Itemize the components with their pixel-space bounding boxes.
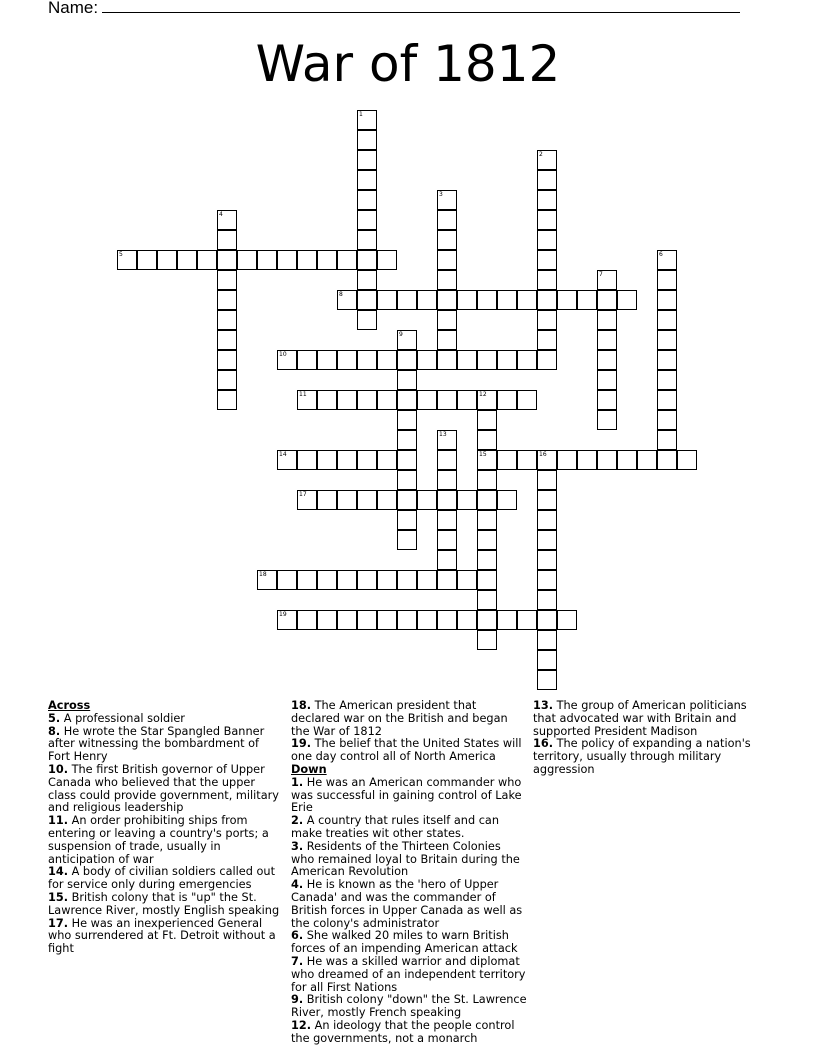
grid-cell[interactable] bbox=[377, 350, 397, 370]
grid-cell[interactable] bbox=[357, 290, 377, 310]
clue-number-label: 12. bbox=[291, 1018, 312, 1032]
grid-cell[interactable] bbox=[337, 350, 357, 370]
grid-cell[interactable] bbox=[437, 230, 457, 250]
grid-cell[interactable] bbox=[437, 210, 457, 230]
grid-cell[interactable] bbox=[217, 230, 237, 250]
grid-cell[interactable] bbox=[657, 370, 677, 390]
grid-cell[interactable] bbox=[357, 610, 377, 630]
grid-cell[interactable] bbox=[297, 250, 317, 270]
grid-cell[interactable] bbox=[517, 290, 537, 310]
grid-cell[interactable] bbox=[497, 350, 517, 370]
clue-number-label: 17. bbox=[48, 916, 69, 930]
grid-cell[interactable] bbox=[377, 570, 397, 590]
grid-cell[interactable] bbox=[177, 250, 197, 270]
grid-cell[interactable] bbox=[537, 270, 557, 290]
grid-cell[interactable] bbox=[297, 390, 317, 410]
grid-cell[interactable] bbox=[537, 310, 557, 330]
grid-cell[interactable] bbox=[497, 290, 517, 310]
grid-cell[interactable] bbox=[397, 470, 417, 490]
grid-cell[interactable] bbox=[397, 410, 417, 430]
clue-text: Residents of the Thirteen Colonies who remained loyal to Britain during the American Revolution bbox=[291, 839, 520, 879]
grid-cell[interactable] bbox=[457, 390, 477, 410]
grid-cell[interactable] bbox=[497, 390, 517, 410]
grid-cell[interactable] bbox=[517, 610, 537, 630]
clue-text: The group of American politicians that advocated war with Britain and supported President Madison bbox=[533, 699, 747, 738]
grid-cell[interactable] bbox=[357, 210, 377, 230]
grid-cell[interactable] bbox=[257, 570, 277, 590]
grid-cell[interactable] bbox=[357, 270, 377, 290]
clue-number-label: 18. bbox=[291, 699, 312, 712]
grid-cell[interactable] bbox=[377, 290, 397, 310]
grid-cell[interactable] bbox=[277, 450, 297, 470]
grid-cell[interactable] bbox=[397, 330, 417, 350]
clue-item bbox=[291, 930, 527, 956]
clue-number: 17 bbox=[299, 491, 307, 498]
grid-cell[interactable] bbox=[217, 250, 237, 270]
name-label: Name: bbox=[48, 0, 99, 17]
clue-number-label: 14. bbox=[48, 865, 69, 879]
grid-cell[interactable] bbox=[657, 350, 677, 370]
clue-number-label: 11. bbox=[48, 814, 69, 828]
clue-column-2 bbox=[291, 700, 527, 1046]
grid-cell[interactable] bbox=[537, 350, 557, 370]
grid-cell[interactable] bbox=[557, 290, 577, 310]
clue-text: The American president that declared war on the British and began the War of 1812 bbox=[291, 699, 508, 738]
grid-cell[interactable] bbox=[437, 530, 457, 550]
grid-cell[interactable] bbox=[377, 390, 397, 410]
clue-item bbox=[291, 738, 527, 764]
grid-cell[interactable] bbox=[637, 450, 657, 470]
grid-cell[interactable] bbox=[277, 250, 297, 270]
grid-cell[interactable] bbox=[477, 530, 497, 550]
grid-cell[interactable] bbox=[597, 370, 617, 390]
grid-cell[interactable] bbox=[537, 330, 557, 350]
grid-cell[interactable] bbox=[357, 450, 377, 470]
grid-cell[interactable] bbox=[657, 410, 677, 430]
grid-cell[interactable] bbox=[477, 470, 497, 490]
grid-cell[interactable] bbox=[357, 170, 377, 190]
clue-number-label: 8. bbox=[48, 724, 61, 738]
clue-text: An ideology that the people control the governments, not a monarch bbox=[291, 1018, 515, 1045]
grid-cell[interactable] bbox=[597, 310, 617, 330]
clue-item bbox=[291, 956, 527, 994]
clue-number-label: 15. bbox=[48, 890, 69, 904]
clue-number-label: 4. bbox=[291, 878, 304, 892]
grid-cell[interactable] bbox=[437, 570, 457, 590]
clue-item bbox=[533, 700, 769, 738]
clue-text: He is known as the 'hero of Upper Canada' and was the commander of British forces in Upper Canada as well as the colony's administrator bbox=[291, 878, 523, 930]
grid-cell[interactable] bbox=[617, 450, 637, 470]
grid-cell[interactable] bbox=[477, 590, 497, 610]
grid-cell[interactable] bbox=[537, 590, 557, 610]
clue-number: 14 bbox=[279, 451, 287, 458]
grid-cell[interactable] bbox=[277, 570, 297, 590]
grid-cell[interactable] bbox=[537, 670, 557, 690]
grid-cell[interactable] bbox=[317, 490, 337, 510]
clue-text: British colony that is "up" the St. Lawrence River, mostly English speaking bbox=[48, 890, 280, 917]
clue-number-label: 1. bbox=[291, 775, 304, 789]
grid-cell[interactable] bbox=[357, 230, 377, 250]
grid-cell[interactable] bbox=[197, 250, 217, 270]
grid-cell[interactable] bbox=[597, 450, 617, 470]
clue-item bbox=[48, 726, 284, 764]
grid-cell[interactable] bbox=[237, 250, 257, 270]
clue-number-label: 6. bbox=[291, 929, 304, 943]
grid-cell[interactable] bbox=[397, 490, 417, 510]
grid-cell[interactable] bbox=[437, 450, 457, 470]
grid-cell[interactable] bbox=[357, 130, 377, 150]
clue-item bbox=[291, 841, 527, 879]
clue-number: 9 bbox=[399, 331, 403, 338]
clue-number: 1 bbox=[359, 111, 363, 118]
grid-cell[interactable] bbox=[297, 610, 317, 630]
grid-cell[interactable] bbox=[597, 410, 617, 430]
grid-cell[interactable] bbox=[437, 290, 457, 310]
grid-cell[interactable] bbox=[357, 310, 377, 330]
grid-cell[interactable] bbox=[477, 490, 497, 510]
grid-cell[interactable] bbox=[537, 150, 557, 170]
grid-cell[interactable] bbox=[517, 390, 537, 410]
grid-cell[interactable] bbox=[557, 610, 577, 630]
grid-cell[interactable] bbox=[357, 490, 377, 510]
grid-cell[interactable] bbox=[477, 610, 497, 630]
grid-cell[interactable] bbox=[317, 350, 337, 370]
grid-cell[interactable] bbox=[497, 610, 517, 630]
grid-cell[interactable] bbox=[477, 510, 497, 530]
grid-cell[interactable] bbox=[537, 530, 557, 550]
grid-cell[interactable] bbox=[117, 250, 137, 270]
grid-cell[interactable] bbox=[357, 150, 377, 170]
grid-cell[interactable] bbox=[217, 210, 237, 230]
grid-cell[interactable] bbox=[217, 390, 237, 410]
grid-cell[interactable] bbox=[477, 450, 497, 470]
clue-number: 12 bbox=[479, 391, 487, 398]
clue-text: An order prohibiting ships from entering or leaving a country's ports; a suspension of trade, usually in anticipation of war bbox=[48, 814, 269, 866]
grid-cell[interactable] bbox=[417, 290, 437, 310]
grid-cell[interactable] bbox=[657, 450, 677, 470]
clue-item bbox=[291, 1020, 527, 1046]
clue-item bbox=[48, 764, 284, 815]
grid-cell[interactable] bbox=[537, 510, 557, 530]
grid-cell[interactable] bbox=[437, 190, 457, 210]
clue-text: He was a skilled warrior and diplomat who dreamed of an independent territory for all First Nations bbox=[291, 954, 526, 994]
clue-item bbox=[291, 879, 527, 930]
grid-cell[interactable] bbox=[577, 450, 597, 470]
grid-cell[interactable] bbox=[457, 490, 477, 510]
clue-column-1 bbox=[48, 700, 284, 956]
grid-cell[interactable] bbox=[437, 250, 457, 270]
grid-cell[interactable] bbox=[537, 490, 557, 510]
grid-cell[interactable] bbox=[477, 410, 497, 430]
grid-cell[interactable] bbox=[157, 250, 177, 270]
grid-cell[interactable] bbox=[497, 450, 517, 470]
grid-cell[interactable] bbox=[657, 330, 677, 350]
grid-cell[interactable] bbox=[537, 650, 557, 670]
clue-text: She walked 20 miles to warn British forces of an impending American attack bbox=[291, 929, 518, 956]
grid-cell[interactable] bbox=[677, 450, 697, 470]
grid-cell[interactable] bbox=[217, 330, 237, 350]
clue-text: The policy of expanding a nation's territory, usually through military aggression bbox=[533, 737, 751, 776]
grid-cell[interactable] bbox=[397, 510, 417, 530]
clue-number-label: 16. bbox=[533, 737, 554, 751]
grid-cell[interactable] bbox=[497, 490, 517, 510]
clue-number: 7 bbox=[599, 271, 603, 278]
clue-number: 3 bbox=[439, 191, 443, 198]
grid-cell[interactable] bbox=[217, 310, 237, 330]
clue-item bbox=[48, 892, 284, 918]
grid-cell[interactable] bbox=[217, 270, 237, 290]
clue-item bbox=[533, 738, 769, 776]
grid-cell[interactable] bbox=[657, 430, 677, 450]
clue-item bbox=[48, 815, 284, 866]
clue-number: 4 bbox=[219, 211, 223, 218]
grid-cell[interactable] bbox=[437, 330, 457, 350]
grid-cell[interactable] bbox=[357, 390, 377, 410]
grid-cell[interactable] bbox=[377, 490, 397, 510]
grid-cell[interactable] bbox=[517, 450, 537, 470]
grid-cell[interactable] bbox=[437, 490, 457, 510]
clue-item bbox=[291, 777, 527, 815]
grid-cell[interactable] bbox=[477, 570, 497, 590]
grid-cell[interactable] bbox=[477, 350, 497, 370]
clue-item bbox=[291, 994, 527, 1020]
grid-cell[interactable] bbox=[397, 570, 417, 590]
page-title: War of 1812 bbox=[255, 35, 561, 93]
grid-cell[interactable] bbox=[537, 230, 557, 250]
grid-cell[interactable] bbox=[457, 350, 477, 370]
grid-cell[interactable] bbox=[317, 610, 337, 630]
grid-cell[interactable] bbox=[357, 190, 377, 210]
grid-cell[interactable] bbox=[477, 550, 497, 570]
clue-number: 2 bbox=[539, 151, 543, 158]
grid-cell[interactable] bbox=[477, 290, 497, 310]
grid-cell[interactable] bbox=[337, 250, 357, 270]
grid-cell[interactable] bbox=[597, 290, 617, 310]
grid-cell[interactable] bbox=[537, 570, 557, 590]
grid-cell[interactable] bbox=[437, 390, 457, 410]
clue-number: 18 bbox=[259, 571, 267, 578]
clue-text: He wrote the Star Spangled Banner after witnessing the bombardment of Fort Henry bbox=[48, 724, 265, 764]
grid-cell[interactable] bbox=[417, 610, 437, 630]
clue-number: 13 bbox=[439, 431, 447, 438]
clue-heading: Down bbox=[291, 762, 327, 776]
grid-cell[interactable] bbox=[537, 190, 557, 210]
grid-cell[interactable] bbox=[397, 530, 417, 550]
grid-cell[interactable] bbox=[437, 510, 457, 530]
grid-cell[interactable] bbox=[277, 350, 297, 370]
grid-cell[interactable] bbox=[417, 390, 437, 410]
grid-cell[interactable] bbox=[337, 490, 357, 510]
clue-number-label: 10. bbox=[48, 762, 69, 776]
grid-cell[interactable] bbox=[297, 450, 317, 470]
grid-cell[interactable] bbox=[397, 370, 417, 390]
clue-number: 11 bbox=[299, 391, 307, 398]
grid-cell[interactable] bbox=[557, 450, 577, 470]
grid-cell[interactable] bbox=[357, 350, 377, 370]
clue-number: 19 bbox=[279, 611, 287, 618]
grid-cell[interactable] bbox=[417, 350, 437, 370]
grid-cell[interactable] bbox=[657, 390, 677, 410]
grid-cell[interactable] bbox=[397, 430, 417, 450]
grid-cell[interactable] bbox=[417, 490, 437, 510]
grid-cell[interactable] bbox=[617, 290, 637, 310]
grid-cell[interactable] bbox=[537, 550, 557, 570]
grid-cell[interactable] bbox=[337, 610, 357, 630]
clue-text: A professional soldier bbox=[60, 711, 185, 725]
clue-heading: Across bbox=[48, 699, 91, 712]
grid-cell[interactable] bbox=[337, 290, 357, 310]
grid-cell[interactable] bbox=[337, 450, 357, 470]
grid-cell[interactable] bbox=[357, 250, 377, 270]
grid-cell[interactable] bbox=[597, 350, 617, 370]
clue-text: A body of civilian soldiers called out for service only during emergencies bbox=[48, 865, 276, 892]
grid-cell[interactable] bbox=[477, 630, 497, 650]
clue-number-label: 5. bbox=[48, 711, 61, 725]
grid-cell[interactable] bbox=[437, 610, 457, 630]
grid-cell[interactable] bbox=[537, 610, 557, 630]
grid-cell[interactable] bbox=[437, 550, 457, 570]
grid-cell[interactable] bbox=[597, 390, 617, 410]
clue-text: The first British governor of Upper Canada who believed that the upper class could provide government, military and religious leadership bbox=[48, 762, 279, 815]
grid-cell[interactable] bbox=[537, 170, 557, 190]
clue-text: He was an American commander who was successful in gaining control of Lake Erie bbox=[291, 775, 522, 815]
clue-text: The belief that the United States will one day control all of North America bbox=[291, 737, 522, 764]
grid-cell[interactable] bbox=[597, 330, 617, 350]
grid-cell[interactable] bbox=[597, 270, 617, 290]
grid-cell[interactable] bbox=[537, 250, 557, 270]
grid-cell[interactable] bbox=[477, 390, 497, 410]
grid-cell[interactable] bbox=[657, 310, 677, 330]
grid-cell[interactable] bbox=[577, 290, 597, 310]
grid-cell[interactable] bbox=[537, 450, 557, 470]
grid-cell[interactable] bbox=[457, 610, 477, 630]
clue-text: He was an inexperienced General who surrendered at Ft. Detroit without a fight bbox=[48, 916, 276, 956]
clue-text: British colony "down" the St. Lawrence River, mostly French speaking bbox=[291, 993, 527, 1020]
grid-cell[interactable] bbox=[317, 450, 337, 470]
grid-cell[interactable] bbox=[477, 430, 497, 450]
grid-cell[interactable] bbox=[357, 110, 377, 130]
grid-cell[interactable] bbox=[297, 570, 317, 590]
grid-cell[interactable] bbox=[277, 610, 297, 630]
grid-cell[interactable] bbox=[657, 270, 677, 290]
clue-item bbox=[48, 866, 284, 892]
clue-number: 16 bbox=[539, 451, 547, 458]
grid-cell[interactable] bbox=[397, 390, 417, 410]
grid-cell[interactable] bbox=[297, 350, 317, 370]
grid-cell[interactable] bbox=[357, 570, 377, 590]
grid-cell[interactable] bbox=[457, 570, 477, 590]
grid-cell[interactable] bbox=[417, 570, 437, 590]
grid-cell[interactable] bbox=[217, 350, 237, 370]
clue-number: 10 bbox=[279, 351, 287, 358]
grid-cell[interactable] bbox=[397, 290, 417, 310]
grid-cell[interactable] bbox=[317, 390, 337, 410]
clue-number-label: 9. bbox=[291, 993, 304, 1007]
grid-cell[interactable] bbox=[437, 470, 457, 490]
clue-column-3 bbox=[533, 700, 769, 777]
clue-number-label: 7. bbox=[291, 954, 304, 968]
grid-cell[interactable] bbox=[537, 470, 557, 490]
grid-cell[interactable] bbox=[337, 570, 357, 590]
grid-cell[interactable] bbox=[257, 250, 277, 270]
clue-text: A country that rules itself and can make treaties wit other states. bbox=[291, 814, 500, 840]
grid-cell[interactable] bbox=[437, 350, 457, 370]
grid-cell[interactable] bbox=[337, 390, 357, 410]
grid-cell[interactable] bbox=[517, 350, 537, 370]
grid-cell[interactable] bbox=[437, 430, 457, 450]
grid-cell[interactable] bbox=[437, 270, 457, 290]
grid-cell[interactable] bbox=[377, 250, 397, 270]
grid-cell[interactable] bbox=[397, 610, 417, 630]
clue-item bbox=[48, 918, 284, 956]
grid-cell[interactable] bbox=[317, 250, 337, 270]
grid-cell[interactable] bbox=[297, 490, 317, 510]
clue-number: 8 bbox=[339, 291, 343, 298]
grid-cell[interactable] bbox=[537, 290, 557, 310]
grid-cell[interactable] bbox=[657, 290, 677, 310]
grid-cell[interactable] bbox=[217, 370, 237, 390]
clue-item bbox=[291, 700, 527, 738]
clue-number-label: 3. bbox=[291, 839, 304, 853]
grid-cell[interactable] bbox=[377, 450, 397, 470]
grid-cell[interactable] bbox=[217, 290, 237, 310]
grid-cell[interactable] bbox=[377, 610, 397, 630]
grid-cell[interactable] bbox=[397, 450, 417, 470]
clue-number: 15 bbox=[479, 451, 487, 458]
grid-cell[interactable] bbox=[657, 250, 677, 270]
grid-cell[interactable] bbox=[457, 290, 477, 310]
grid-cell[interactable] bbox=[437, 310, 457, 330]
clue-number-label: 13. bbox=[533, 699, 554, 712]
clue-item bbox=[291, 815, 527, 841]
grid-cell[interactable] bbox=[537, 210, 557, 230]
clue-number: 6 bbox=[659, 251, 663, 258]
grid-cell[interactable] bbox=[537, 630, 557, 650]
grid-cell[interactable] bbox=[397, 350, 417, 370]
grid-cell[interactable] bbox=[317, 570, 337, 590]
clue-number-label: 19. bbox=[291, 737, 312, 751]
clue-number-label: 2. bbox=[291, 814, 304, 828]
clue-number: 5 bbox=[119, 251, 123, 258]
grid-cell[interactable] bbox=[137, 250, 157, 270]
